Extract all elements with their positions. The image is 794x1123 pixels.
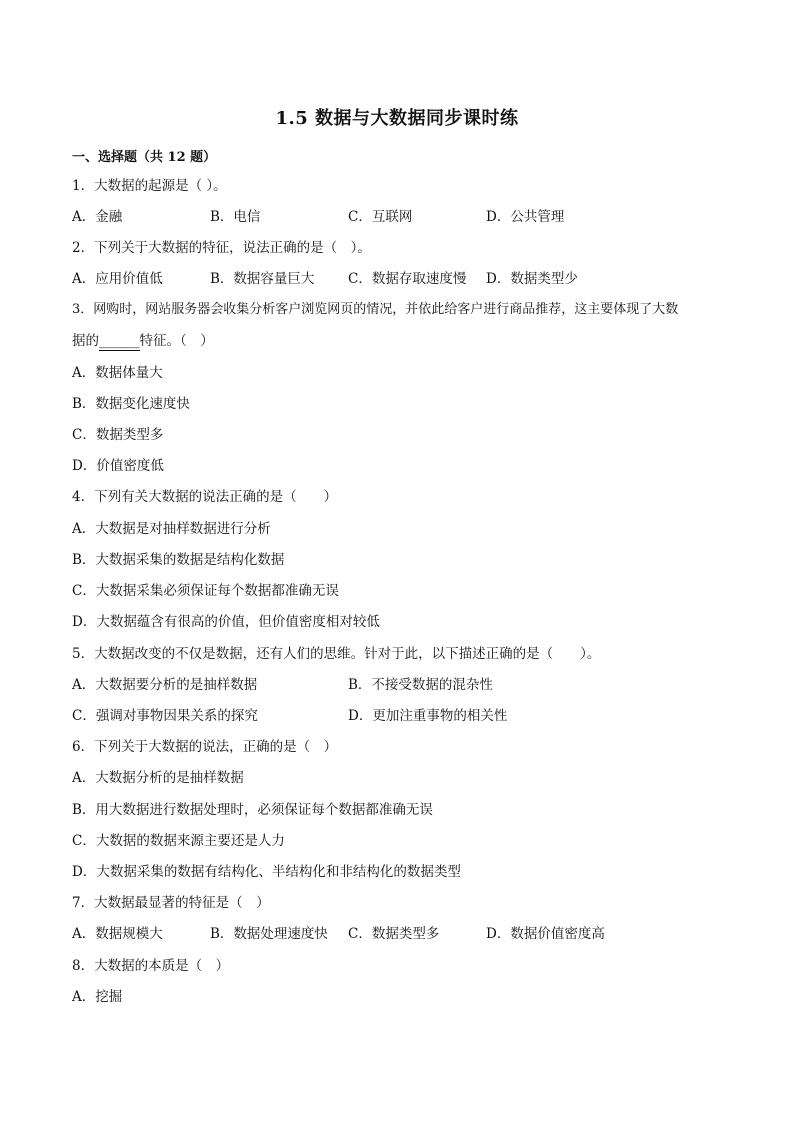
question-3-stem-line-2	[72, 332, 214, 351]
question-3-option-d: D．价值密度低	[72, 458, 164, 474]
question-5-stem: 5．大数据改变的不仅是数据，还有人们的思维。针对于此，以下描述正确的是（ ）。	[72, 646, 601, 662]
question-7-option-c: C．数据类型多	[348, 926, 440, 942]
question-2-stem: 2．下列关于大数据的特征，说法正确的是（ ）。	[72, 240, 371, 256]
question-1-option-a: A．金融	[72, 209, 123, 225]
question-3-option-b: B．数据变化速度快	[72, 396, 190, 412]
question-3-stem-pre: 据的	[72, 333, 99, 349]
question-4-option-b: B．大数据采集的数据是结构化数据	[72, 552, 285, 568]
question-4-option-d: D．大数据蕴含有很高的价值，但价值密度相对较低	[72, 614, 380, 630]
question-4-option-c: C．大数据采集必须保证每个数据都准确无误	[72, 583, 339, 599]
question-7-option-d: D．数据价值密度高	[486, 926, 605, 942]
question-3-stem-post: 特征。（ ）	[139, 333, 214, 349]
question-1-option-d: D．公共管理	[486, 209, 565, 225]
question-1-option-b: B．电信	[210, 209, 261, 225]
question-1-option-c: C．互联网	[348, 209, 413, 225]
question-2-option-a: A．应用价值低	[72, 271, 163, 287]
question-3-option-c: C．数据类型多	[72, 427, 164, 443]
question-6-stem: 6．下列关于大数据的说法，正确的是（ ）	[72, 739, 338, 755]
question-2-option-c: C．数据存取速度慢	[348, 271, 467, 287]
question-5-option-a: A．大数据要分析的是抽样数据	[72, 677, 258, 693]
question-1-stem: 1．大数据的起源是（ ）。	[72, 178, 227, 194]
question-6-option-c: C．大数据的数据来源主要还是人力	[72, 833, 285, 849]
page-title: 1.5 数据与大数据同步课时练	[275, 108, 519, 129]
question-3-stem-line-1: 3．网购时，网站服务器会收集分析客户浏览网页的情况，并依此给客户进行商品推荐，这主要体现了大数	[72, 302, 679, 317]
question-3-option-a: A．数据体量大	[72, 365, 163, 381]
answer-blank: ______	[99, 333, 140, 349]
question-4-stem: 4．下列有关大数据的说法正确的是（ ）	[72, 489, 338, 505]
question-5-option-c: C．强调对事物因果关系的探究	[72, 708, 258, 724]
question-7-option-b: B．数据处理速度快	[210, 926, 328, 942]
question-6-option-a: A．大数据分析的是抽样数据	[72, 770, 244, 786]
question-8-option-a: A．挖掘	[72, 989, 123, 1005]
question-7-stem: 7．大数据最显著的特征是（ ）	[72, 895, 270, 911]
question-8-stem: 8．大数据的本质是（ ）	[72, 958, 230, 974]
question-6-option-d: D．大数据采集的数据有结构化、半结构化和非结构化的数据类型	[72, 864, 461, 880]
section-heading: 一、选择题（共 12 题）	[72, 150, 217, 165]
question-2-option-d: D．数据类型少	[486, 271, 578, 287]
question-5-option-d: D．更加注重事物的相关性	[348, 708, 508, 724]
question-2-option-b: B．数据容量巨大	[210, 271, 315, 287]
question-6-option-b: B．用大数据进行数据处理时，必须保证每个数据都准确无误	[72, 802, 433, 818]
question-4-option-a: A．大数据是对抽样数据进行分析	[72, 521, 271, 537]
question-5-option-b: B．不接受数据的混杂性	[348, 677, 493, 693]
question-7-option-a: A．数据规模大	[72, 926, 163, 942]
